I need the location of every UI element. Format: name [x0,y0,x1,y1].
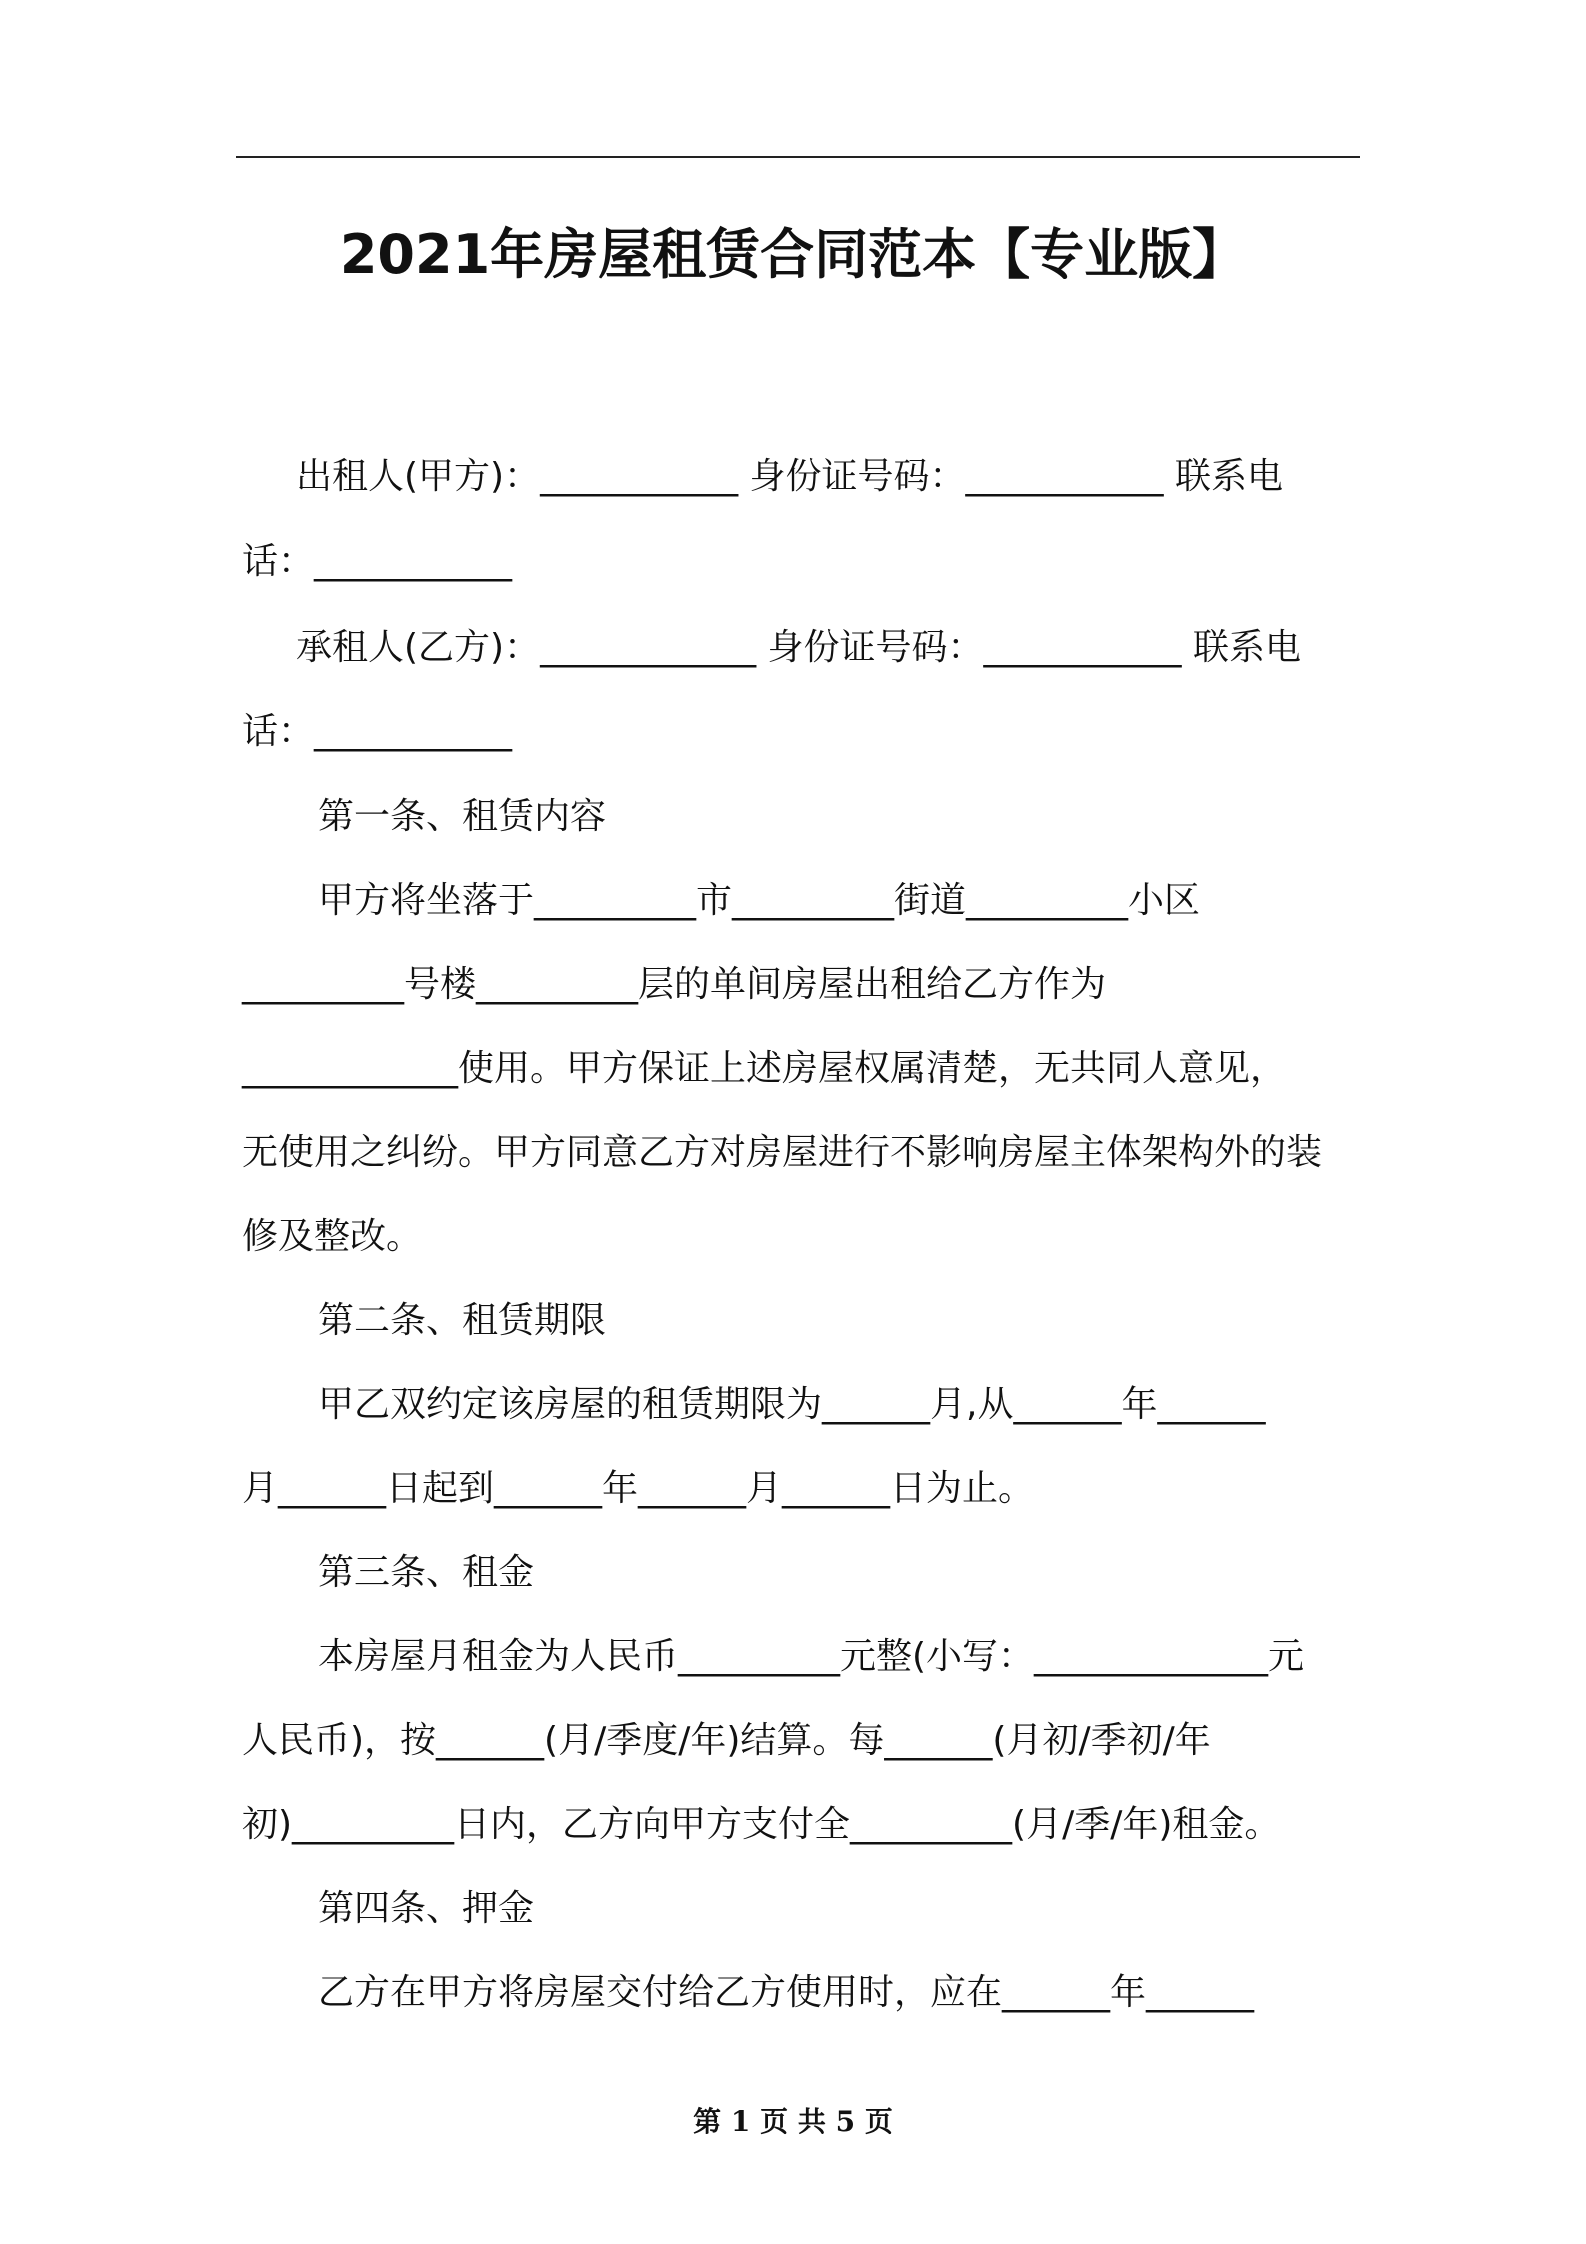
header-rule [236,156,1360,158]
article-1-text-line-4: 无使用之纠纷。甲方同意乙方对房屋进行不影响房屋主体架构外的装 [242,1132,1323,1173]
party-b-line: 承租人(乙方)：____________ 身份证号码：___________ 联系电 [296,627,1301,668]
article-2-heading: 第二条、租赁期限 [318,1300,607,1341]
article-2-text-line-2: 月______日起到______年______月______日为止。 [242,1468,1035,1509]
article-3-text-line-2: 人民币)，按______(月/季度/年)结算。每______(月初/季初/年 [242,1720,1211,1761]
page-number-footer: 第 1 页 共 5 页 [693,2105,893,2138]
article-1-text-line-3: ____________使用。甲方保证上述房屋权属清楚，无共同人意见， [242,1048,1287,1089]
article-1-text-line-5: 修及整改。 [242,1216,423,1257]
party-a-phone-line: 话：___________ [242,541,513,582]
party-a-line: 出租人(甲方)：___________ 身份证号码：___________ 联系电 [296,456,1283,497]
article-2-text-line-1: 甲乙双约定该房屋的租赁期限为______月,从______年______ [318,1384,1266,1425]
article-4-text-line-1: 乙方在甲方将房屋交付给乙方使用时，应在______年______ [318,1972,1255,2013]
party-b-phone-line: 话：___________ [242,711,513,752]
article-1-heading: 第一条、租赁内容 [318,796,607,837]
document-title: 2021年房屋租赁合同范本【专业版】 [339,223,1247,286]
article-3-text-line-3: 初)_________日内，乙方向甲方支付全_________(月/季/年)租金。 [242,1804,1281,1845]
article-3-heading: 第三条、租金 [318,1552,535,1593]
article-1-text-line-2: _________号楼_________层的单间房屋出租给乙方作为 [242,964,1107,1005]
article-4-heading: 第四条、押金 [318,1888,535,1929]
article-1-text-line-1: 甲方将坐落于_________市_________街道_________小区 [318,880,1201,921]
article-3-text-line-1: 本房屋月租金为人民币_________元整(小写：_____________元 [318,1636,1305,1677]
